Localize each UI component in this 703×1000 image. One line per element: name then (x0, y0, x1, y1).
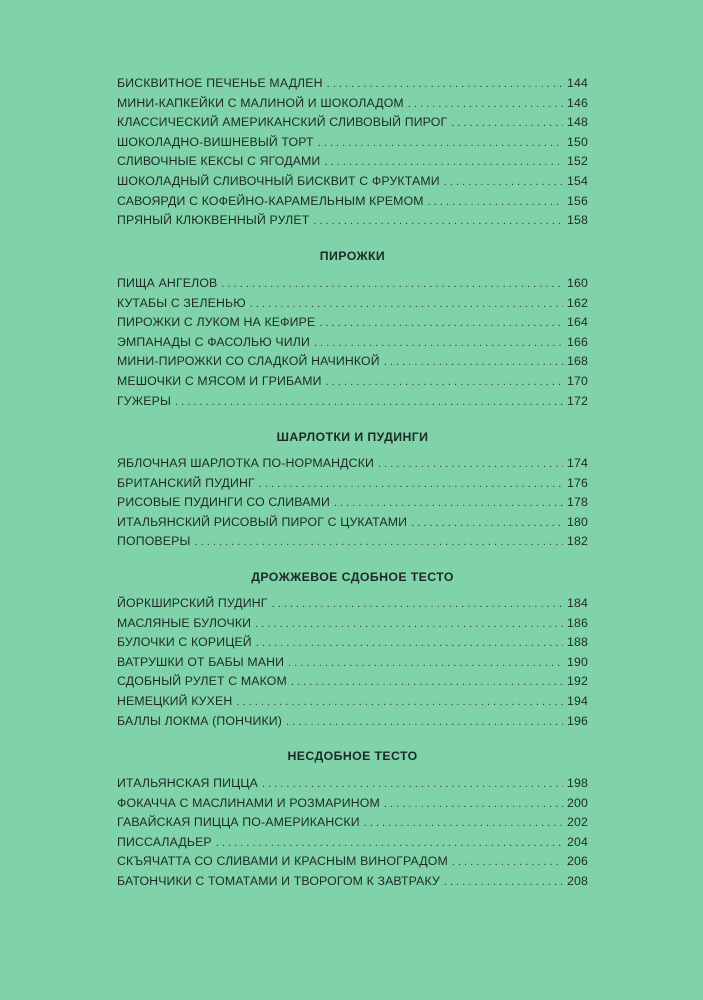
dot-leader (444, 876, 563, 888)
toc-section-plain-dough (117, 776, 588, 894)
toc-entry[interactable] (117, 456, 588, 476)
dot-leader (256, 637, 563, 649)
toc-entry[interactable] (117, 534, 588, 554)
toc-entry-title: ЯБЛОЧНАЯ ШАРЛОТКА ПО-НОРМАНДСКИ (117, 456, 374, 470)
toc-entry-page: 206 (567, 854, 588, 869)
toc-entry-title: МАСЛЯНЫЕ БУЛОЧКИ (117, 615, 252, 630)
toc-entry-title: ГАВАЙСКАЯ ПИЦЦА ПО-АМЕРИКАНСКИ (117, 815, 360, 830)
toc-entry[interactable] (117, 835, 588, 855)
toc-section-charlottes (117, 456, 588, 554)
toc-entry-title: ПРЯНЫЙ КЛЮКВЕННЫЙ РУЛЕТ (117, 213, 310, 228)
dot-leader (318, 137, 563, 149)
toc-entry[interactable] (117, 616, 588, 636)
toc-entry-page: 148 (567, 115, 588, 130)
toc-entry[interactable] (117, 194, 588, 214)
toc-entry-title: БИСКВИТНОЕ ПЕЧЕНЬЕ МАДЛЕН (117, 76, 323, 90)
toc-entry-title: ЭМПАНАДЫ С ФАСОЛЬЮ ЧИЛИ (117, 334, 310, 349)
toc-entry[interactable] (117, 476, 588, 496)
toc-entry-title: БРИТАНСКИЙ ПУДИНГ (117, 475, 255, 490)
toc-entry-title: САВОЯРДИ С КОФЕЙНО-КАРАМЕЛЬНЫМ КРЕМОМ (117, 193, 424, 208)
toc-entry-page: 156 (567, 193, 588, 208)
dot-leader (452, 856, 563, 868)
dot-leader (255, 618, 563, 630)
toc-entry-page: 188 (567, 635, 588, 650)
toc-entry[interactable] (117, 115, 588, 135)
toc-entry-page: 174 (567, 456, 588, 470)
toc-entry-page: 192 (567, 674, 588, 689)
toc-entry-title: ПИССАЛАДЬЕР (117, 834, 212, 849)
dot-leader (221, 278, 563, 290)
toc-entry-page: 146 (567, 95, 588, 110)
toc-entry-title: ИТАЛЬЯНСКАЯ ПИЦЦА (117, 776, 258, 790)
toc-entry[interactable] (117, 96, 588, 116)
toc-entry[interactable] (117, 854, 588, 874)
dot-leader (286, 716, 563, 728)
toc-entry-title: СКЪЯЧАТТА СО СЛИВАМИ И КРАСНЫМ ВИНОГРАДОМ (117, 854, 448, 869)
toc-entry[interactable] (117, 135, 588, 155)
dot-leader (324, 156, 563, 168)
toc-entry-title: МЕШОЧКИ С МЯСОМ И ГРИБАМИ (117, 373, 322, 388)
toc-entry[interactable] (117, 674, 588, 694)
toc-entry[interactable] (117, 815, 588, 835)
dot-leader (408, 98, 563, 110)
toc-entry-title: НЕМЕЦКИЙ КУХЕН (117, 693, 233, 708)
dot-leader (250, 298, 563, 310)
toc-entry-title: ШОКОЛАДНЫЙ СЛИВОЧНЫЙ БИСКВИТ С ФРУКТАМИ (117, 173, 440, 188)
toc-entry-page: 180 (567, 514, 588, 529)
dot-leader (195, 536, 564, 548)
dot-leader (314, 337, 563, 349)
toc-entry-page: 190 (567, 654, 588, 669)
toc-entry-title: ИТАЛЬЯНСКИЙ РИСОВЫЙ ПИРОГ С ЦУКАТАМИ (117, 514, 408, 529)
toc-entry-page: 144 (567, 76, 588, 90)
dot-leader (262, 778, 563, 790)
toc-entry-title: СЛИВОЧНЫЕ КЕКСЫ С ЯГОДАМИ (117, 154, 321, 169)
section-heading: ДРОЖЖЕВОЕ СДОБНОЕ ТЕСТО (251, 570, 454, 584)
toc-entry-page: 200 (567, 795, 588, 810)
toc-section-cakes (117, 76, 588, 233)
dot-leader (334, 497, 563, 509)
toc-entry-page: 178 (567, 495, 588, 510)
toc-entry-page: 176 (567, 475, 588, 490)
toc-entry-title: РИСОВЫЕ ПУДИНГИ СО СЛИВАМИ (117, 495, 330, 510)
toc-entry-page: 198 (567, 776, 588, 790)
dot-leader (411, 517, 563, 529)
dot-leader (288, 657, 563, 669)
toc-section-yeast-dough (117, 596, 588, 733)
toc-entry-page: 204 (567, 834, 588, 849)
dot-leader (313, 215, 563, 227)
toc-entry[interactable] (117, 515, 588, 535)
toc-entry-title: ШОКОЛАДНО-ВИШНЕВЫЙ ТОРТ (117, 134, 314, 149)
toc-entry-page: 186 (567, 615, 588, 630)
dot-leader (327, 78, 563, 90)
dot-leader (272, 598, 563, 610)
dot-leader (175, 396, 563, 408)
toc-entry-title: МИНИ-ПИРОЖКИ СО СЛАДКОЙ НАЧИНКОЙ (117, 354, 380, 369)
toc-entry[interactable] (117, 714, 588, 734)
toc-entry-page: 170 (567, 373, 588, 388)
toc-entry-page: 158 (567, 213, 588, 228)
toc-entry[interactable] (117, 776, 588, 796)
dot-leader (451, 117, 563, 129)
toc-entry-title: ПОПОВЕРЫ (117, 534, 191, 549)
dot-leader (236, 696, 563, 708)
toc-entry-page: 152 (567, 154, 588, 169)
toc-entry-page: 208 (567, 873, 588, 888)
dot-leader (259, 478, 563, 490)
toc-entry-page: 202 (567, 815, 588, 830)
toc-entry[interactable] (117, 76, 588, 96)
toc-entry[interactable] (117, 213, 588, 233)
toc-entry-title: БАТОНЧИКИ С ТОМАТАМИ И ТВОРОГОМ К ЗАВТРАКУ (117, 873, 440, 888)
toc-entry[interactable] (117, 174, 588, 194)
toc-entry-page: 184 (567, 596, 588, 610)
toc-entry[interactable] (117, 154, 588, 174)
toc-entry[interactable] (117, 296, 588, 316)
section-heading: ШАРЛОТКИ И ПУДИНГИ (276, 430, 429, 444)
toc-entry[interactable] (117, 874, 588, 894)
toc-entry-page: 194 (567, 693, 588, 708)
toc-entry-title: ФОКАЧЧА С МАСЛИНАМИ И РОЗМАРИНОМ (117, 795, 380, 810)
dot-leader (216, 837, 563, 849)
toc-entry-page: 168 (567, 354, 588, 369)
toc-entry-page: 160 (567, 276, 588, 290)
dot-leader (291, 676, 563, 688)
toc-entry-title: БАЛЛЫ ЛОКМА (ПОНЧИКИ) (117, 713, 283, 728)
toc-entry-page: 164 (567, 315, 588, 330)
dot-leader (384, 798, 563, 810)
dot-leader (444, 176, 563, 188)
toc-entry[interactable] (117, 635, 588, 655)
toc-entry-page: 150 (567, 134, 588, 149)
toc-entry[interactable] (117, 374, 588, 394)
dot-leader (364, 817, 563, 829)
toc-entry-page: 196 (567, 713, 588, 728)
dot-leader (319, 317, 563, 329)
toc-entry[interactable] (117, 335, 588, 355)
toc-entry[interactable] (117, 655, 588, 675)
toc-entry-title: СДОБНЫЙ РУЛЕТ С МАКОМ (117, 674, 287, 689)
toc-entry-page: 162 (567, 295, 588, 310)
toc-entry[interactable] (117, 315, 588, 335)
toc-entry-title: ГУЖЕРЫ (117, 393, 172, 408)
toc-section-pies (117, 276, 588, 413)
toc-entry[interactable] (117, 354, 588, 374)
toc-entry[interactable] (117, 796, 588, 816)
toc-entry-page: 172 (567, 393, 588, 408)
toc-entry-title: КУТАБЫ С ЗЕЛЕНЬЮ (117, 295, 246, 310)
toc-entry-page: 154 (567, 173, 588, 188)
toc-entry-page: 182 (567, 534, 588, 549)
toc-entry-title: ПИЩА АНГЕЛОВ (117, 276, 218, 290)
toc-entry[interactable] (117, 394, 588, 414)
toc-entry-title: МИНИ-КАПКЕЙКИ С МАЛИНОЙ И ШОКОЛАДОМ (117, 95, 404, 110)
toc-entry-title: ПИРОЖКИ С ЛУКОМ НА КЕФИРЕ (117, 315, 316, 330)
toc-entry[interactable] (117, 596, 588, 616)
toc-entry[interactable] (117, 694, 588, 714)
toc-entry[interactable] (117, 495, 588, 515)
section-heading: ПИРОЖКИ (319, 249, 386, 263)
toc-entry-page: 166 (567, 334, 588, 349)
toc-entry-title: ВАТРУШКИ ОТ БАБЫ МАНИ (117, 654, 285, 669)
dot-leader (326, 376, 563, 388)
dot-leader (378, 458, 563, 470)
dot-leader (384, 356, 563, 368)
dot-leader (428, 196, 563, 208)
section-heading: НЕСДОБНОЕ ТЕСТО (287, 749, 418, 763)
toc-entry[interactable] (117, 276, 588, 296)
toc-entry-title: ЙОРКШИРСКИЙ ПУДИНГ (117, 596, 268, 610)
toc-entry-title: КЛАССИЧЕСКИЙ АМЕРИКАНСКИЙ СЛИВОВЫЙ ПИРОГ (117, 115, 448, 130)
toc-entry-title: БУЛОЧКИ С КОРИЦЕЙ (117, 635, 252, 650)
